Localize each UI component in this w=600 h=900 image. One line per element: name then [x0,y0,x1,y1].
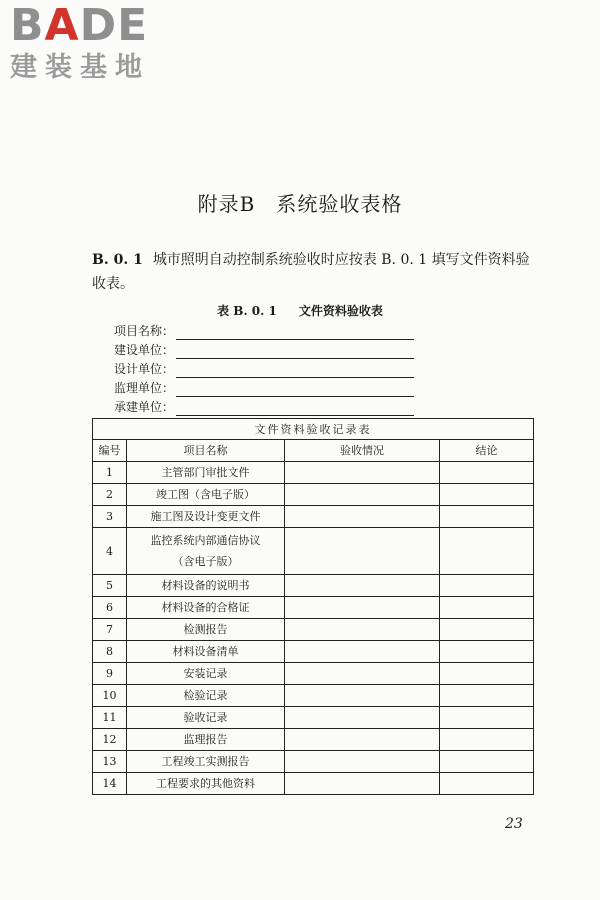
field-contractor-unit [114,398,414,416]
field-label: 承建单位： [114,400,175,414]
row-conclusion-cell [440,619,534,641]
row-item-name: 主管部门审批文件 [127,462,285,484]
row-item-name: 监控系统内部通信协议 [150,534,261,547]
row-conclusion-cell [440,528,534,575]
table-row [93,707,534,729]
row-conclusion-cell [440,462,534,484]
row-acceptance-cell [285,506,440,528]
row-item-name: 竣工图（含电子版） [127,484,285,506]
row-acceptance-cell [285,641,440,663]
row-acceptance-cell [285,685,440,707]
row-acceptance-cell [285,729,440,751]
row-item-name: 监理报告 [127,729,285,751]
table-row [93,528,534,575]
field-blank-line [176,346,414,359]
row-number: 3 [93,506,127,528]
row-conclusion-cell [440,729,534,751]
table-row [93,685,534,707]
row-item-name: 检测报告 [127,619,285,641]
row-conclusion-cell [440,597,534,619]
header-cell: 编号 [93,440,127,462]
watermark-logo [10,0,150,84]
field-project-name [114,322,414,340]
table-row [93,484,534,506]
row-acceptance-cell [285,484,440,506]
row-acceptance-cell [285,528,440,575]
row-item-name-multiline [127,528,285,575]
row-item-name: 工程要求的其他资料 [127,773,285,795]
field-supervision-unit [114,379,414,397]
page-number: 23 [505,816,523,832]
row-acceptance-cell [285,707,440,729]
table-header-row [93,440,534,462]
table-row [93,773,534,795]
row-item-name: 材料设备的说明书 [127,575,285,597]
row-item-name: 工程竣工实测报告 [127,751,285,773]
row-item-name: 检验记录 [127,685,285,707]
row-number: 4 [93,528,127,575]
table-row [93,575,534,597]
row-item-name: 施工图及设计变更文件 [127,506,285,528]
row-conclusion-cell [440,641,534,663]
row-item-name-line2: （含电子版） [172,555,239,568]
watermark-subtitle: 建装基地 [10,52,150,83]
table-title: 文件资料验收表 [298,304,383,318]
row-conclusion-cell [440,707,534,729]
table-row [93,597,534,619]
header-cell: 结论 [440,440,534,462]
field-label: 项目名称： [114,324,175,338]
record-table-caption: 文件资料验收记录表 [93,419,534,440]
field-blank-line [176,384,414,397]
field-blank-line [176,327,414,340]
table-number: 表 B. 0. 1 [217,304,277,318]
row-acceptance-cell [285,773,440,795]
row-acceptance-cell [285,575,440,597]
table-caption-row [93,419,534,440]
table-row [93,619,534,641]
row-conclusion-cell [440,751,534,773]
row-number: 12 [93,729,127,751]
header-cell: 项目名称 [127,440,285,462]
row-acceptance-cell [285,663,440,685]
row-number: 14 [93,773,127,795]
field-label: 建设单位： [114,343,175,357]
table-row [93,641,534,663]
field-construction-unit [114,341,414,359]
record-table [92,418,534,795]
row-item-name: 安装记录 [127,663,285,685]
row-number: 10 [93,685,127,707]
field-blank-line [176,403,414,416]
clause-number: B. 0. 1 [92,252,143,268]
field-label: 设计单位： [114,362,175,376]
row-number: 7 [93,619,127,641]
row-number: 6 [93,597,127,619]
table-row [93,729,534,751]
row-item-name: 验收记录 [127,707,285,729]
row-number: 11 [93,707,127,729]
row-number: 9 [93,663,127,685]
row-conclusion-cell [440,663,534,685]
row-item-name: 材料设备的合格证 [127,597,285,619]
row-conclusion-cell [440,575,534,597]
row-number: 1 [93,462,127,484]
row-number: 13 [93,751,127,773]
clause-b01 [92,248,532,296]
table-row [93,462,534,484]
row-conclusion-cell [440,506,534,528]
row-conclusion-cell [440,685,534,707]
table-row [93,663,534,685]
table-row [93,506,534,528]
field-blank-line [176,365,414,378]
row-acceptance-cell [285,619,440,641]
row-conclusion-cell [440,484,534,506]
row-acceptance-cell [285,597,440,619]
row-acceptance-cell [285,462,440,484]
clause-text: 城市照明自动控制系统验收时应按表 B. 0. 1 填写文件资料验收表。 [92,252,530,292]
field-design-unit [114,360,414,378]
row-number: 2 [93,484,127,506]
table-caption [0,302,600,319]
row-number: 8 [93,641,127,663]
row-number: 5 [93,575,127,597]
row-acceptance-cell [285,751,440,773]
table-row [93,751,534,773]
row-conclusion-cell [440,773,534,795]
header-cell: 验收情况 [285,440,440,462]
field-label: 监理单位： [114,381,175,395]
watermark-brand: BADE [10,0,149,51]
appendix-title: 附录B 系统验收表格 [197,192,403,216]
row-item-name: 材料设备清单 [127,641,285,663]
